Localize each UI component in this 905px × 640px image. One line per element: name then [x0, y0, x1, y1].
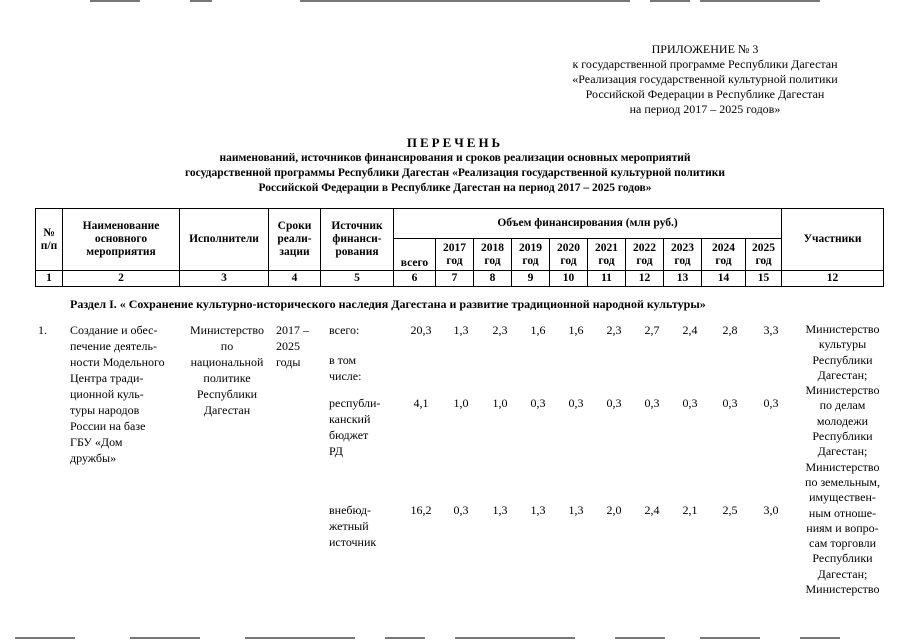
col-number: 2 — [63, 271, 180, 287]
measure-name-line: туры народов — [70, 403, 140, 417]
finance-year-value: 0,3 — [530, 396, 546, 410]
measure-name-line: Центра тради- — [70, 371, 144, 385]
finance-total-value: 16,2 — [410, 503, 432, 517]
finance-year-value: 0,3 — [682, 396, 698, 410]
finance-year-value: 2,5 — [722, 503, 738, 517]
participants-line: молодежи — [816, 413, 869, 428]
executor-line: национальной — [190, 355, 264, 369]
finance-source-line: всего: — [329, 323, 360, 337]
participants-line: Республики — [812, 352, 873, 367]
finance-source-line: в том — [329, 353, 357, 367]
finance-year-value: 1,3 — [530, 503, 546, 517]
col-number: 12 — [626, 271, 664, 287]
header-year: 2025 год — [746, 239, 782, 271]
participants-line: культуры — [818, 337, 867, 352]
title-line-2: государственной программы Республики Дагестан «Реализация государственной культурной политики — [184, 167, 726, 179]
finance-year-value: 0,3 — [453, 503, 469, 517]
header-terms: Сроки реали-зации — [269, 209, 321, 271]
finance-year-value: 2,4 — [682, 323, 698, 337]
finance-table-header — [35, 208, 884, 287]
scan-line-bottom-6 — [615, 637, 665, 639]
participants-line: имуществен- — [809, 490, 876, 505]
finance-year-value: 2,3 — [606, 323, 622, 337]
header-name: Наименование основного мероприятия — [63, 209, 180, 271]
col-number: 1 — [36, 271, 63, 287]
executor-line: по — [220, 339, 234, 353]
col-number: 3 — [180, 271, 269, 287]
header-year: 2023 год — [664, 239, 702, 271]
finance-year-value: 2,7 — [644, 323, 660, 337]
finance-year-value: 1,0 — [492, 396, 508, 410]
participants — [795, 322, 890, 597]
finance-year-value: 2,1 — [682, 503, 698, 517]
finance-year-value: 3,0 — [763, 503, 779, 517]
finance-year-value: 2,0 — [606, 503, 622, 517]
row-number: 1. — [38, 323, 47, 337]
measure-name-line: ГБУ «Дом — [70, 435, 123, 449]
finance-source-line: числе: — [329, 369, 362, 383]
appendix-line-2: к государственной программе Республики Дагестан — [572, 57, 838, 71]
participants-line: ным отноше- — [808, 505, 877, 520]
executor-line: политике — [203, 371, 251, 385]
measure-name-line: печение деятель- — [70, 339, 157, 353]
participants-line: Дагестан; — [817, 367, 868, 382]
measure-name-line: России на базе — [70, 419, 146, 433]
participants-line: Министерство — [805, 322, 880, 336]
executor-line: Республики — [196, 387, 258, 401]
col-number: 7 — [436, 271, 474, 287]
scan-line-bottom-1 — [15, 637, 75, 639]
finance-source — [329, 395, 399, 459]
scan-line-top-1 — [90, 0, 140, 2]
term-line: 2025 — [276, 339, 300, 353]
finance-source-line: канский — [329, 412, 371, 426]
finance-source-line: РД — [329, 444, 343, 458]
section-title: Раздел I. « Сохранение культурно-исторического наследия Дагестана и развитие традиционной народной культуры» — [70, 297, 706, 311]
executor-line: Дагестан — [203, 403, 251, 417]
header-executors: Исполнители — [180, 209, 269, 271]
header-num: № п/п — [36, 209, 63, 271]
header-year: 2017 год — [436, 239, 474, 271]
finance-year-value: 1,3 — [568, 503, 584, 517]
header-year: 2022 год — [626, 239, 664, 271]
finance-year-value: 1,3 — [453, 323, 469, 337]
finance-source-line: республи- — [329, 396, 381, 410]
finance-year-value: 0,3 — [763, 396, 779, 410]
scan-line-top-5 — [700, 0, 820, 2]
participants-line: по делам — [819, 398, 866, 413]
header-year: 2024 год — [702, 239, 746, 271]
finance-year-value: 0,3 — [606, 396, 622, 410]
scan-line-top-3 — [300, 0, 630, 2]
measure-name — [70, 322, 185, 466]
title-line-1: наименований, источников финансирования и сроков реализации основных мероприятий — [219, 152, 691, 164]
document-title — [120, 134, 790, 196]
scan-line-bottom-7 — [700, 637, 760, 639]
header-total: всего — [394, 239, 436, 271]
term-line: 2017 – — [276, 323, 309, 337]
col-number: 15 — [746, 271, 782, 287]
finance-source — [329, 352, 399, 384]
col-number: 10 — [550, 271, 588, 287]
measure-name-line: ционной куль- — [70, 387, 144, 401]
finance-year-value: 1,6 — [568, 323, 584, 337]
finance-year-value: 2,3 — [492, 323, 508, 337]
col-number: 12 — [782, 271, 884, 287]
participants-line: Министерство — [805, 459, 880, 474]
header-year: 2020 год — [550, 239, 588, 271]
participants-line: Министерство — [805, 582, 880, 597]
finance-year-value: 2,4 — [644, 503, 660, 517]
finance-source-line: источник — [329, 535, 377, 549]
col-number: 11 — [588, 271, 626, 287]
title-line-3: Российской Федерации в Республике Дагестан на период 2017 – 2025 годов» — [258, 182, 652, 194]
participants-line: Республики — [812, 551, 873, 566]
scan-line-bottom-3 — [245, 637, 355, 639]
col-number: 14 — [702, 271, 746, 287]
appendix-line-5: на период 2017 – 2025 годов» — [629, 102, 781, 116]
header-year: 2021 год — [588, 239, 626, 271]
col-number: 13 — [664, 271, 702, 287]
finance-source-line: жетный — [329, 519, 369, 533]
executor — [180, 322, 274, 418]
measure-name-line: Создание и обес- — [70, 323, 158, 337]
participants-line: ниям и вопро- — [806, 520, 879, 535]
col-number: 8 — [474, 271, 512, 287]
measure-name-line: дружбы» — [70, 451, 117, 465]
participants-line: Республики — [812, 429, 873, 444]
term-line: годы — [276, 355, 301, 369]
appendix-line-4: Российской Федерации в Республике Дагестан — [585, 87, 825, 101]
col-number: 9 — [512, 271, 550, 287]
finance-total-value: 20,3 — [410, 323, 432, 337]
finance-total-value: 4,1 — [413, 396, 429, 410]
finance-year-value: 1,0 — [453, 396, 469, 410]
finance-source-line: внебюд- — [329, 503, 371, 517]
measure-name-line: ности Модельного — [70, 355, 165, 369]
header-participants: Участники — [782, 209, 884, 271]
appendix-line-1: ПРИЛОЖЕНИЕ № 3 — [651, 42, 759, 56]
col-number: 5 — [321, 271, 394, 287]
header-source: Источник финанси-рования — [321, 209, 394, 271]
scan-line-top-2 — [190, 0, 212, 2]
finance-year-value: 2,8 — [722, 323, 738, 337]
header-volume: Объем финансирования (млн руб.) — [394, 209, 782, 239]
appendix-line-3: «Реализация государственной культурной политики — [572, 72, 838, 86]
finance-source — [329, 502, 399, 550]
participants-line: сам торговли — [808, 536, 877, 551]
finance-year-value: 3,3 — [763, 323, 779, 337]
scan-line-bottom-4 — [385, 637, 425, 639]
finance-source — [329, 322, 399, 338]
participants-line: Дагестан; — [817, 444, 868, 459]
finance-year-value: 0,3 — [644, 396, 660, 410]
scan-line-bottom-2 — [130, 637, 200, 639]
finance-source-line: бюджет — [329, 428, 369, 442]
implementation-term — [276, 322, 326, 370]
executor-line: Министерство — [190, 323, 264, 337]
finance-year-value: 0,3 — [722, 396, 738, 410]
scan-line-bottom-8 — [800, 637, 840, 639]
participants-line: по земельным, — [805, 474, 880, 489]
title-main: ПЕРЕЧЕНЬ — [406, 135, 504, 150]
appendix-header — [540, 42, 870, 117]
col-number: 4 — [269, 271, 321, 287]
finance-year-value: 1,6 — [530, 323, 546, 337]
finance-year-value: 1,3 — [492, 503, 508, 517]
header-year: 2018 год — [474, 239, 512, 271]
participants-line: Министерство — [805, 383, 880, 398]
scan-line-top-4 — [650, 0, 690, 2]
scan-line-bottom-5 — [455, 637, 575, 639]
finance-year-value: 0,3 — [568, 396, 584, 410]
participants-line: Дагестан; — [817, 566, 868, 581]
col-number: 6 — [394, 271, 436, 287]
header-year: 2019 год — [512, 239, 550, 271]
